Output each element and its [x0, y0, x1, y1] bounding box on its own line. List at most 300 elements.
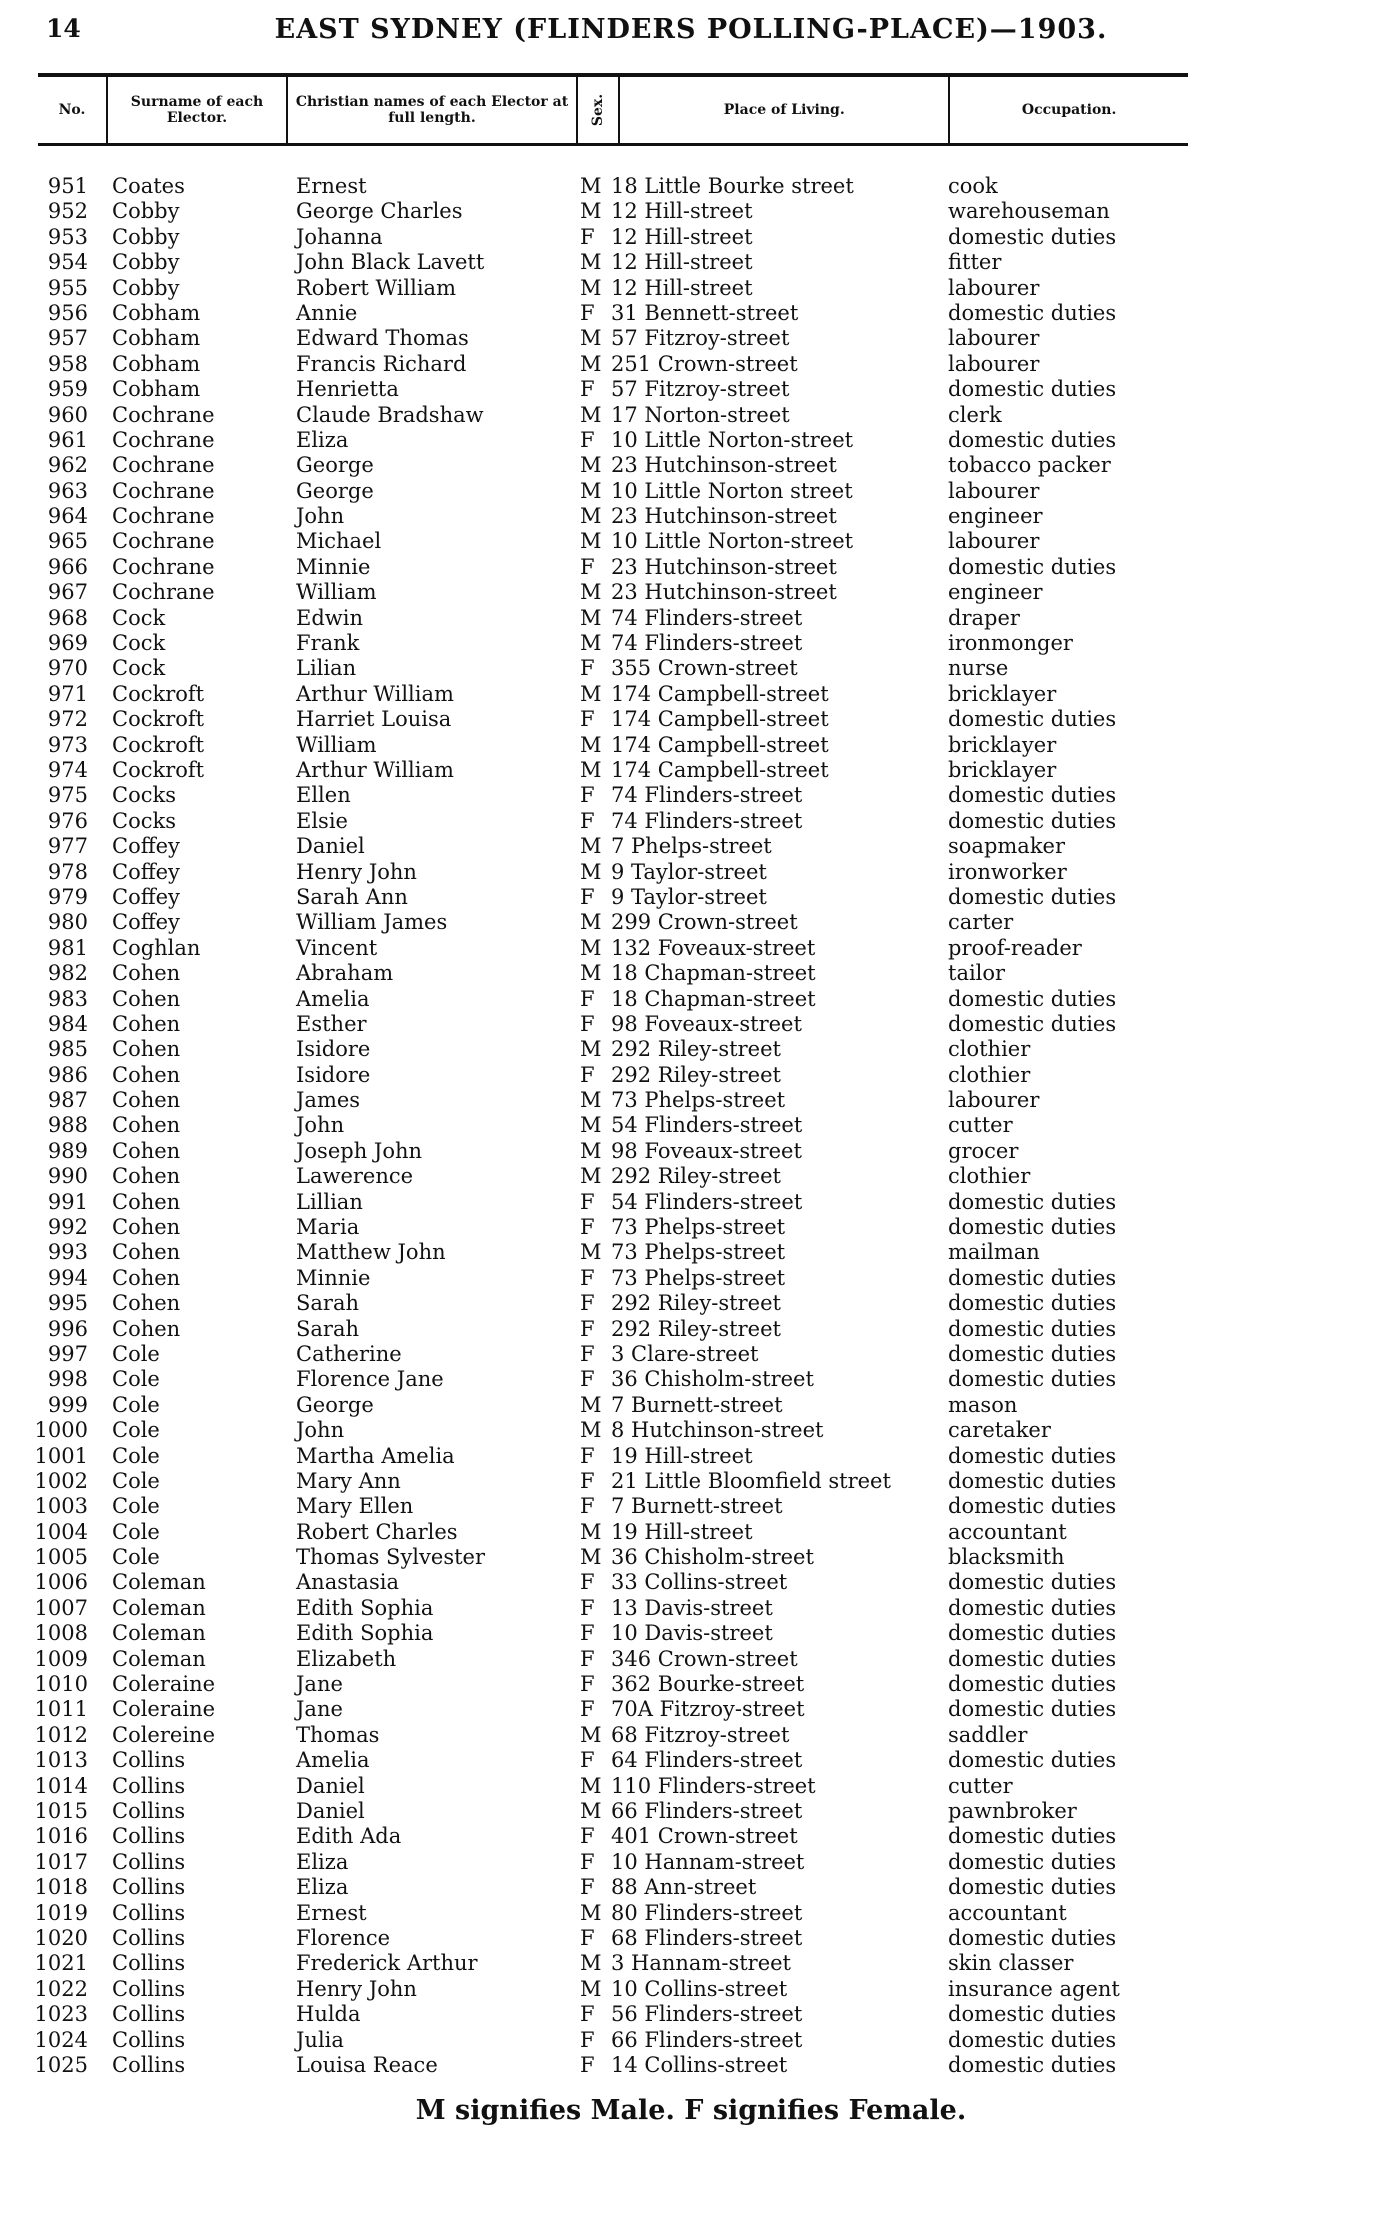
row-number: 1018: [34, 1875, 88, 1900]
table-row: [0, 1494, 1382, 1519]
place-of-living: 362 Bourke-street: [611, 1672, 805, 1697]
header-no: No.: [38, 75, 107, 145]
table-row: [0, 1469, 1382, 1494]
occupation: labourer: [948, 351, 1040, 376]
occupation: grocer: [948, 1138, 1019, 1163]
occupation: accountant: [948, 1519, 1067, 1544]
sex: F: [580, 2052, 595, 2077]
christian-names: Isidore: [296, 1037, 371, 1062]
sex: M: [580, 478, 602, 503]
sex: M: [580, 1773, 602, 1798]
sex: F: [580, 1849, 595, 1874]
occupation: proof-reader: [948, 935, 1082, 960]
sex: M: [580, 1545, 602, 1570]
row-number: 978: [47, 859, 88, 884]
table-row: [0, 1266, 1382, 1291]
surname: Cobham: [112, 326, 201, 351]
christian-names: Vincent: [296, 935, 378, 960]
sex: F: [580, 1595, 595, 1620]
row-number: 1022: [34, 1976, 88, 2001]
place-of-living: 8 Hutchinson-street: [611, 1418, 824, 1443]
occupation: domestic duties: [948, 427, 1117, 452]
row-number: 1010: [34, 1672, 88, 1697]
place-of-living: 21 Little Bloomfield street: [611, 1468, 891, 1493]
sex: M: [580, 1164, 602, 1189]
sex: M: [580, 580, 602, 605]
table-row: [0, 326, 1382, 351]
table-row: [0, 1418, 1382, 1443]
christian-names: Francis Richard: [296, 351, 467, 376]
table-row: [0, 1672, 1382, 1697]
occupation: domestic duties: [948, 1468, 1117, 1493]
occupation: domestic duties: [948, 224, 1117, 249]
row-number: 991: [47, 1189, 88, 1214]
place-of-living: 401 Crown-street: [611, 1824, 798, 1849]
table-row: [0, 1139, 1382, 1164]
surname: Cohen: [112, 1088, 181, 1113]
occupation: domestic duties: [948, 377, 1117, 402]
header-christian-names: Christian names of each Elector at full length.: [287, 75, 577, 145]
place-of-living: 292 Riley-street: [611, 1291, 781, 1316]
table-row: [0, 1951, 1382, 1976]
christian-names: Ernest: [296, 174, 367, 198]
row-number: 975: [47, 783, 88, 808]
occupation: carter: [948, 910, 1014, 935]
surname: Cochrane: [112, 529, 215, 554]
sex: F: [580, 808, 595, 833]
table-row: [0, 809, 1382, 834]
table-row: [0, 1088, 1382, 1113]
sex: M: [580, 1519, 602, 1544]
surname: Collins: [112, 1799, 186, 1823]
row-number: 953: [47, 224, 88, 249]
row-number: 997: [47, 1341, 88, 1366]
table-row: [0, 733, 1382, 758]
row-number: 1019: [34, 1900, 88, 1925]
place-of-living: 66 Flinders-street: [611, 2027, 803, 2052]
place-of-living: 7 Phelps-street: [611, 834, 772, 859]
place-of-living: 299 Crown-street: [611, 910, 798, 935]
surname: Cohen: [112, 1240, 181, 1265]
row-number: 1024: [34, 2027, 88, 2052]
christian-names: Robert Charles: [296, 1519, 458, 1544]
row-number: 968: [47, 605, 88, 630]
surname: Cocks: [112, 783, 176, 808]
row-number: 999: [47, 1392, 88, 1417]
occupation: domestic duties: [948, 1875, 1117, 1900]
christian-names: Julia: [296, 2027, 344, 2052]
occupation: domestic duties: [948, 1494, 1117, 1519]
place-of-living: 10 Little Norton-street: [611, 427, 854, 452]
christian-names: Minnie: [296, 1265, 371, 1290]
place-of-living: 54 Flinders-street: [611, 1113, 803, 1138]
table-row: [0, 910, 1382, 935]
table-row: [0, 1850, 1382, 1875]
table-row: [0, 1596, 1382, 1621]
table-row: [0, 860, 1382, 885]
place-of-living: 18 Chapman-street: [611, 986, 816, 1011]
place-of-living: 14 Collins-street: [611, 2052, 788, 2077]
table-row: [0, 1875, 1382, 1900]
row-number: 1020: [34, 1925, 88, 1950]
christian-names: Catherine: [296, 1341, 402, 1366]
christian-names: Eliza: [296, 1875, 349, 1900]
sex: M: [580, 1976, 602, 2001]
occupation: domestic duties: [948, 1265, 1117, 1290]
row-number: 998: [47, 1367, 88, 1392]
occupation: domestic duties: [948, 1189, 1117, 1214]
surname: Cochrane: [112, 478, 215, 503]
christian-names: James: [296, 1088, 361, 1113]
occupation: domestic duties: [948, 1621, 1117, 1646]
table-row: [0, 453, 1382, 478]
surname: Cohen: [112, 1189, 181, 1214]
row-number: 1008: [34, 1621, 88, 1646]
place-of-living: 292 Riley-street: [611, 1316, 781, 1341]
surname: Cock: [112, 605, 166, 630]
christian-names: Henry John: [296, 859, 417, 884]
row-number: 951: [47, 174, 88, 198]
christian-names: Edith Ada: [296, 1824, 402, 1849]
surname: Collins: [112, 2027, 186, 2052]
occupation: domestic duties: [948, 1595, 1117, 1620]
christian-names: Claude Bradshaw: [296, 402, 484, 427]
table-row: [0, 1545, 1382, 1570]
table-row: [0, 758, 1382, 783]
christian-names: Harriet Louisa: [296, 707, 452, 732]
surname: Coffey: [112, 859, 180, 884]
table-row: [0, 199, 1382, 224]
sex: F: [580, 1062, 595, 1087]
christian-names: Lawerence: [296, 1164, 414, 1189]
row-number: 1007: [34, 1595, 88, 1620]
christian-names: Florence Jane: [296, 1367, 444, 1392]
row-number: 982: [47, 961, 88, 986]
christian-names: Mary Ann: [296, 1468, 401, 1493]
surname: Collins: [112, 1748, 186, 1773]
surname: Cochrane: [112, 427, 215, 452]
sex: F: [580, 783, 595, 808]
surname: Cohen: [112, 1164, 181, 1189]
surname: Cock: [112, 656, 166, 681]
sex: M: [580, 275, 602, 300]
row-number: 988: [47, 1113, 88, 1138]
christian-names: Sarah: [296, 1316, 359, 1341]
sex: F: [580, 1189, 595, 1214]
surname: Cochrane: [112, 453, 215, 478]
table-row: [0, 834, 1382, 859]
place-of-living: 174 Campbell-street: [611, 757, 829, 782]
occupation: mailman: [948, 1240, 1040, 1265]
christian-names: Martha Amelia: [296, 1443, 455, 1468]
occupation: cutter: [948, 1113, 1013, 1138]
place-of-living: 74 Flinders-street: [611, 605, 803, 630]
occupation: draper: [948, 605, 1020, 630]
surname: Collins: [112, 1976, 186, 2001]
place-of-living: 68 Flinders-street: [611, 1925, 803, 1950]
row-number: 993: [47, 1240, 88, 1265]
row-number: 980: [47, 910, 88, 935]
occupation: domestic duties: [948, 2052, 1117, 2077]
occupation: domestic duties: [948, 1316, 1117, 1341]
row-number: 971: [47, 681, 88, 706]
surname: Cohen: [112, 1011, 181, 1036]
surname: Cole: [112, 1494, 160, 1519]
sex: M: [580, 326, 602, 351]
surname: Colereine: [112, 1722, 215, 1747]
table-row: [0, 1393, 1382, 1418]
occupation: clerk: [948, 402, 1002, 427]
sex: F: [580, 1621, 595, 1646]
occupation: domestic duties: [948, 1824, 1117, 1849]
row-number: 1005: [34, 1545, 88, 1570]
surname: Cole: [112, 1341, 160, 1366]
table-row: [0, 1012, 1382, 1037]
christian-names: Johanna: [296, 224, 383, 249]
row-number: 981: [47, 935, 88, 960]
christian-names: Edwin: [296, 605, 363, 630]
sex: F: [580, 1697, 595, 1722]
sex: F: [580, 1367, 595, 1392]
occupation: engineer: [948, 580, 1043, 605]
row-number: 983: [47, 986, 88, 1011]
row-number: 996: [47, 1316, 88, 1341]
christian-names: John: [296, 1113, 345, 1138]
sex: F: [580, 377, 595, 402]
row-number: 1014: [34, 1773, 88, 1798]
table-row: [0, 783, 1382, 808]
christian-names: Sarah: [296, 1291, 359, 1316]
table-row: [0, 1367, 1382, 1392]
occupation: skin classer: [948, 1951, 1074, 1976]
occupation: pawnbroker: [948, 1799, 1077, 1823]
christian-names: John Black Lavett: [296, 250, 485, 275]
christian-names: Matthew John: [296, 1240, 446, 1265]
occupation: mason: [948, 1392, 1018, 1417]
place-of-living: 74 Flinders-street: [611, 631, 803, 656]
sex: M: [580, 402, 602, 427]
sex: M: [580, 859, 602, 884]
table-row: [0, 961, 1382, 986]
row-number: 1000: [34, 1418, 88, 1443]
footer-legend: M signifies Male. F signifies Female.: [415, 2095, 967, 2126]
surname: Collins: [112, 2002, 186, 2027]
occupation: ironmonger: [948, 631, 1073, 656]
christian-names: Isidore: [296, 1062, 371, 1087]
surname: Cohen: [112, 1138, 181, 1163]
surname: Cobby: [112, 250, 180, 275]
sex: M: [580, 605, 602, 630]
surname: Cobham: [112, 300, 201, 325]
place-of-living: 7 Burnett-street: [611, 1494, 783, 1519]
occupation: domestic duties: [948, 808, 1117, 833]
occupation: tobacco packer: [948, 453, 1111, 478]
surname: Cohen: [112, 1215, 181, 1240]
sex: F: [580, 707, 595, 732]
christian-names: Arthur William: [296, 757, 454, 782]
place-of-living: 73 Phelps-street: [611, 1088, 786, 1113]
sex: M: [580, 453, 602, 478]
christian-names: Arthur William: [296, 681, 454, 706]
surname: Cole: [112, 1519, 160, 1544]
place-of-living: 73 Phelps-street: [611, 1265, 786, 1290]
occupation: domestic duties: [948, 1011, 1117, 1036]
place-of-living: 23 Hutchinson-street: [611, 580, 837, 605]
christian-names: Jane: [296, 1697, 343, 1722]
place-of-living: 74 Flinders-street: [611, 783, 803, 808]
table-row: [0, 1774, 1382, 1799]
occupation: bricklayer: [948, 681, 1057, 706]
row-number: 972: [47, 707, 88, 732]
row-number: 1023: [34, 2002, 88, 2027]
table-row: [0, 2053, 1382, 2078]
page-title: EAST SYDNEY (FLINDERS POLLING-PLACE)—1903.: [274, 14, 1108, 45]
surname: Cocks: [112, 808, 176, 833]
christian-names: Thomas: [296, 1722, 380, 1747]
place-of-living: 12 Hill-street: [611, 275, 753, 300]
table-row: [0, 1570, 1382, 1595]
place-of-living: 174 Campbell-street: [611, 732, 829, 757]
surname: Cole: [112, 1545, 160, 1570]
sex: F: [580, 1494, 595, 1519]
row-number: 1017: [34, 1849, 88, 1874]
table-row: [0, 656, 1382, 681]
row-number: 1006: [34, 1570, 88, 1595]
sex: F: [580, 1215, 595, 1240]
sex: F: [580, 1646, 595, 1671]
surname: Cobham: [112, 377, 201, 402]
row-number: 974: [47, 757, 88, 782]
table-row: [0, 682, 1382, 707]
row-number: 994: [47, 1265, 88, 1290]
place-of-living: 10 Little Norton street: [611, 478, 853, 503]
sex: M: [580, 351, 602, 376]
christian-names: Henry John: [296, 1976, 417, 2001]
surname: Cobham: [112, 351, 201, 376]
table-row: [0, 1621, 1382, 1646]
occupation: domestic duties: [948, 1748, 1117, 1773]
christian-names: Robert William: [296, 275, 456, 300]
table-row: [0, 2028, 1382, 2053]
table-row: [0, 1444, 1382, 1469]
place-of-living: 132 Foveaux-street: [611, 935, 816, 960]
place-of-living: 292 Riley-street: [611, 1037, 781, 1062]
place-of-living: 110 Flinders-street: [611, 1773, 816, 1798]
sex: M: [580, 1138, 602, 1163]
place-of-living: 17 Norton-street: [611, 402, 790, 427]
christian-names: George: [296, 1392, 374, 1417]
christian-names: Eliza: [296, 1849, 349, 1874]
sex: M: [580, 681, 602, 706]
sex: F: [580, 656, 595, 681]
place-of-living: 98 Foveaux-street: [611, 1138, 802, 1163]
surname: Coates: [112, 174, 185, 198]
occupation: domestic duties: [948, 1849, 1117, 1874]
place-of-living: 355 Crown-street: [611, 656, 798, 681]
table-row: [0, 352, 1382, 377]
sex: M: [580, 834, 602, 859]
place-of-living: 10 Hannam-street: [611, 1849, 805, 1874]
surname: Cochrane: [112, 580, 215, 605]
christian-names: Maria: [296, 1215, 360, 1240]
place-of-living: 10 Little Norton-street: [611, 529, 854, 554]
surname: Cole: [112, 1443, 160, 1468]
occupation: domestic duties: [948, 1341, 1117, 1366]
place-of-living: 174 Campbell-street: [611, 681, 829, 706]
christian-names: Anastasia: [296, 1570, 399, 1595]
surname: Cochrane: [112, 504, 215, 529]
surname: Cole: [112, 1367, 160, 1392]
surname: Cole: [112, 1418, 160, 1443]
place-of-living: 9 Taylor-street: [611, 859, 767, 884]
sex: M: [580, 631, 602, 656]
header-surname: Surname of each Elector.: [107, 75, 287, 145]
row-number: 985: [47, 1037, 88, 1062]
row-number: 1002: [34, 1468, 88, 1493]
row-number: 990: [47, 1164, 88, 1189]
surname: Cockroft: [112, 707, 205, 732]
christian-names: Jane: [296, 1672, 343, 1697]
occupation: domestic duties: [948, 1367, 1117, 1392]
place-of-living: 12 Hill-street: [611, 199, 753, 224]
row-number: 979: [47, 884, 88, 909]
occupation: domestic duties: [948, 884, 1117, 909]
sex: F: [580, 554, 595, 579]
table-row: [0, 428, 1382, 453]
place-of-living: 23 Hutchinson-street: [611, 504, 837, 529]
surname: Cole: [112, 1392, 160, 1417]
place-of-living: 23 Hutchinson-street: [611, 554, 837, 579]
row-number: 995: [47, 1291, 88, 1316]
row-number: 1003: [34, 1494, 88, 1519]
sex: M: [580, 1037, 602, 1062]
sex: F: [580, 1570, 595, 1595]
row-number: 970: [47, 656, 88, 681]
place-of-living: 292 Riley-street: [611, 1164, 781, 1189]
table-row: [0, 987, 1382, 1012]
row-number: 976: [47, 808, 88, 833]
row-number: 986: [47, 1062, 88, 1087]
occupation: labourer: [948, 529, 1040, 554]
surname: Coleraine: [112, 1672, 216, 1697]
christian-names: George Charles: [296, 199, 463, 224]
place-of-living: 98 Foveaux-street: [611, 1011, 802, 1036]
row-number: 1011: [34, 1697, 88, 1722]
row-number: 957: [47, 326, 88, 351]
place-of-living: 3 Clare-street: [611, 1341, 759, 1366]
christian-names: William James: [296, 910, 448, 935]
surname: Collins: [112, 1951, 186, 1976]
row-number: 954: [47, 250, 88, 275]
table-row: [0, 580, 1382, 605]
occupation: cook: [948, 174, 998, 198]
christian-names: Louisa Reace: [296, 2052, 438, 2077]
occupation: labourer: [948, 275, 1040, 300]
table-row: [0, 1824, 1382, 1849]
surname: Collins: [112, 1925, 186, 1950]
place-of-living: 10 Collins-street: [611, 1976, 788, 2001]
occupation: clothier: [948, 1037, 1031, 1062]
christian-names: Amelia: [296, 986, 370, 1011]
table-row: [0, 1697, 1382, 1722]
sex: M: [580, 935, 602, 960]
sex: F: [580, 1265, 595, 1290]
table-row: [0, 606, 1382, 631]
surname: Collins: [112, 1849, 186, 1874]
occupation: domestic duties: [948, 1570, 1117, 1595]
surname: Coleraine: [112, 1697, 216, 1722]
sex: M: [580, 732, 602, 757]
